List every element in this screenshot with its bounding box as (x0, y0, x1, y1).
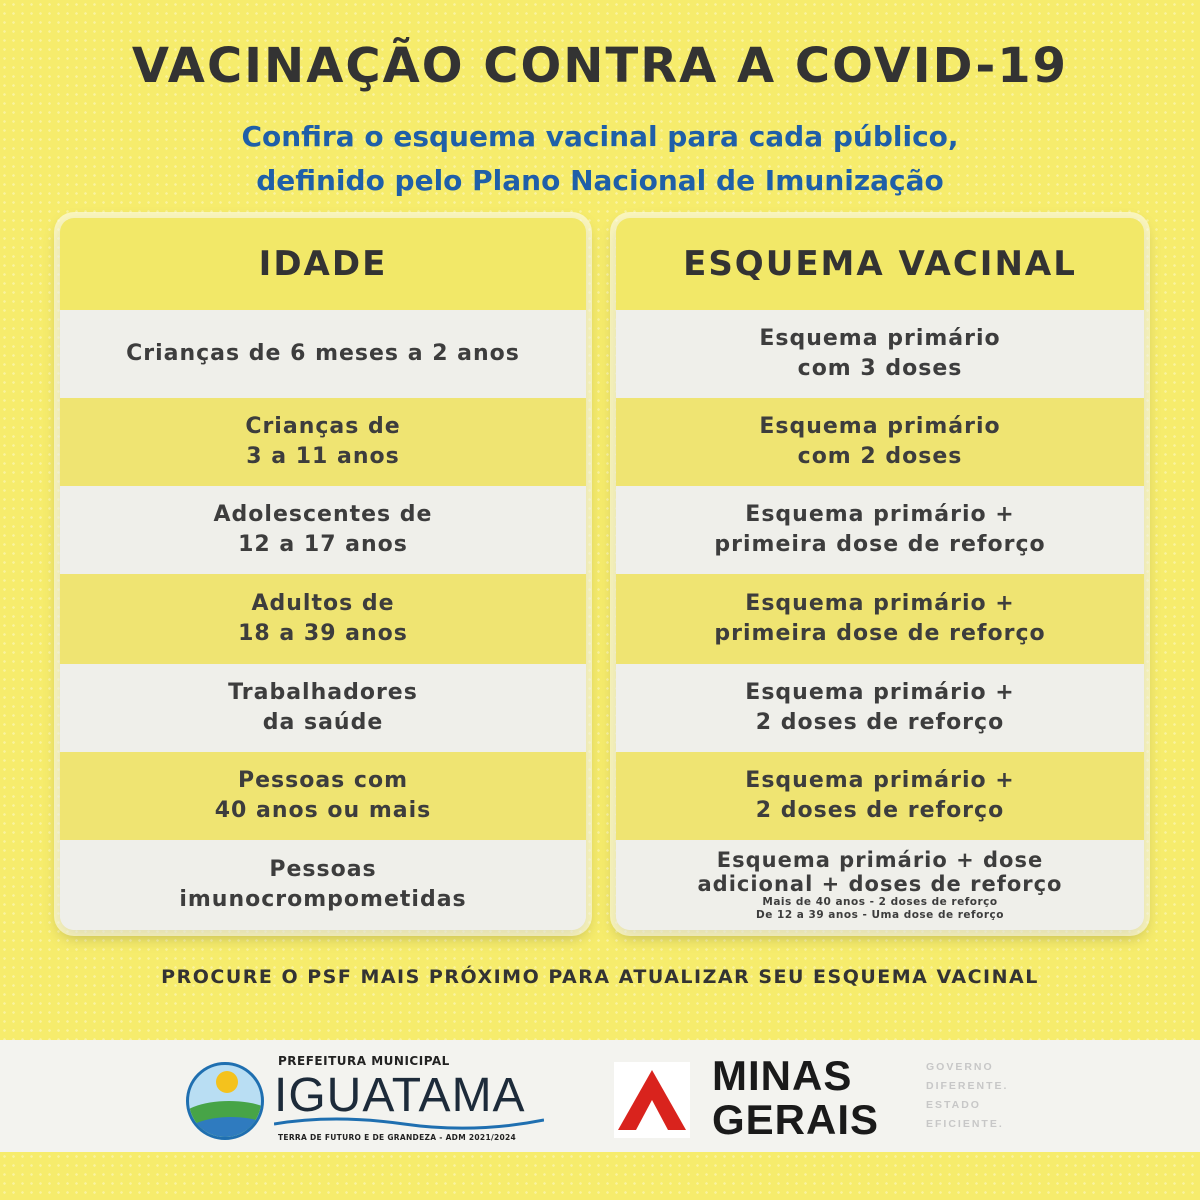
mg-word-1: MINAS (712, 1052, 853, 1099)
age-row (60, 574, 586, 664)
schedule-row-line: 2 doses de reforço (755, 798, 1005, 823)
schedule-row-note: Mais de 40 anos - 2 doses de reforço (762, 896, 998, 908)
schedule-row-line: Esquema primário (759, 326, 1001, 351)
mg-slogan (926, 1058, 1008, 1134)
page-title: VACINAÇÃO CONTRA A COVID-19 (131, 38, 1069, 94)
schedule-row (616, 398, 1144, 486)
age-row (60, 310, 586, 398)
iguatama-name: IGUATAMA (274, 1069, 526, 1122)
mg-slogan-line: ESTADO (926, 1099, 981, 1111)
subtitle-line-2: definido pelo Plano Nacional de Imunização (256, 164, 944, 197)
schedule-row (616, 840, 1144, 930)
mg-slogan-line: GOVERNO (926, 1061, 994, 1073)
iguatama-emblem-icon (186, 1062, 264, 1140)
schedule-row-line: primeira dose de reforço (714, 532, 1046, 557)
age-row-line: Crianças de 6 meses a 2 anos (126, 341, 520, 366)
age-row-line: 40 anos ou mais (214, 798, 432, 823)
age-row-line: imunocrompometidas (179, 887, 467, 912)
age-table-column (60, 218, 586, 930)
age-row-line: Pessoas com (237, 768, 409, 793)
age-row-line: 12 a 17 anos (238, 532, 408, 557)
schedule-row (616, 310, 1144, 398)
mg-slogan-line: DIFERENTE. (926, 1080, 1009, 1092)
minas-gerais-logo (614, 1052, 1034, 1144)
age-row (60, 840, 586, 930)
schedule-column-header: ESQUEMA VACINAL (616, 218, 1144, 310)
age-row-line: Crianças de (245, 414, 401, 439)
age-row-line: da saúde (262, 710, 384, 735)
schedule-table-column (616, 218, 1144, 930)
schedule-row (616, 574, 1144, 664)
mg-slogan-line: EFICIENTE. (926, 1118, 1004, 1130)
age-column-header: IDADE (60, 218, 586, 310)
schedule-row-line: adicional + doses de reforço (697, 872, 1063, 896)
schedule-row (616, 486, 1144, 574)
schedule-row-note: De 12 a 39 anos - Uma dose de reforço (756, 909, 1004, 921)
schedule-row-line: primeira dose de reforço (714, 621, 1046, 646)
schedule-row (616, 752, 1144, 840)
schedule-row-line: Esquema primário + (745, 502, 1015, 527)
minas-gerais-triangle-icon (614, 1062, 690, 1138)
schedule-row-line: com 3 doses (797, 356, 963, 381)
iguatama-logo (186, 1054, 546, 1144)
call-to-action: PROCURE O PSF MAIS PRÓXIMO PARA ATUALIZAR SEU ESQUEMA VACINAL (161, 966, 1039, 988)
age-row (60, 398, 586, 486)
mg-word-2: GERAIS (712, 1096, 880, 1143)
schedule-row-line: com 2 doses (797, 444, 963, 469)
wave-icon (274, 1116, 544, 1130)
schedule-row-line: Esquema primário + (745, 768, 1015, 793)
schedule-row-line: Esquema primário + (745, 591, 1015, 616)
subtitle-line-1: Confira o esquema vacinal para cada público, (241, 120, 959, 153)
age-row (60, 664, 586, 752)
age-row (60, 486, 586, 574)
age-row-line: Adultos de (251, 591, 395, 616)
age-row-line: 3 a 11 anos (246, 444, 400, 469)
schedule-row-line: Esquema primário + (745, 680, 1015, 705)
schedule-row-line: 2 doses de reforço (755, 710, 1005, 735)
schedule-row-line: Esquema primário + dose (716, 848, 1044, 872)
age-row-line: Trabalhadores (228, 680, 418, 705)
footer-logos (0, 1040, 1200, 1152)
schedule-row-line: Esquema primário (759, 414, 1001, 439)
iguatama-tagline: TERRA DE FUTURO E DE GRANDEZA - ADM 2021/2024 (278, 1133, 517, 1142)
iguatama-top-text: PREFEITURA MUNICIPAL (278, 1054, 450, 1068)
age-row (60, 752, 586, 840)
age-row-line: Pessoas (269, 857, 377, 882)
page-subtitle (0, 115, 1200, 203)
schedule-row (616, 664, 1144, 752)
age-row-line: Adolescentes de (213, 502, 433, 527)
age-row-line: 18 a 39 anos (238, 621, 408, 646)
